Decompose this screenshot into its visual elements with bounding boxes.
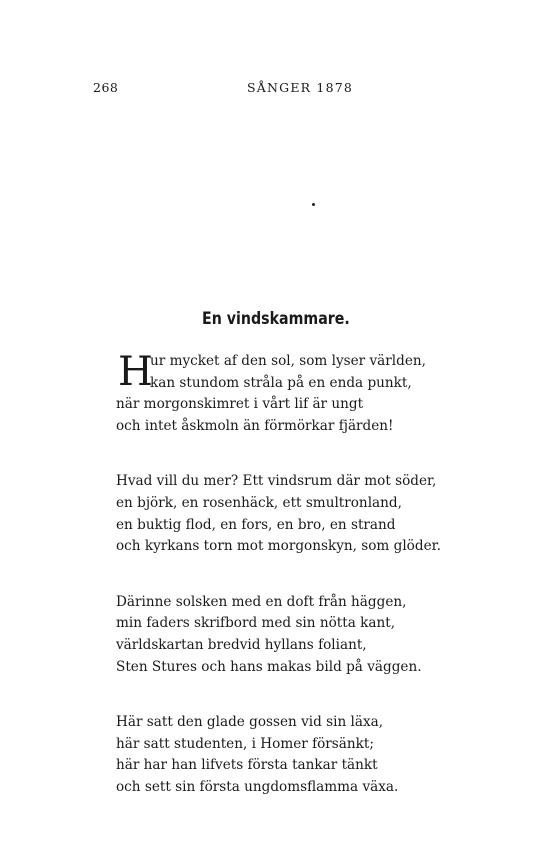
poem-line: här har han lifvets första tankar tänkt bbox=[116, 757, 378, 774]
drop-cap-block bbox=[116, 351, 441, 394]
poem-line: och intet åskmoln än förmörkar fjärden! bbox=[116, 417, 394, 434]
poem-line: här satt studenten, i Homer försänkt; bbox=[116, 735, 374, 752]
poem-line: en björk, en rosenhäck, ett smultronland, bbox=[116, 494, 402, 511]
stanza-1 bbox=[116, 351, 441, 437]
poem-line: kan stundom stråla på en enda punkt, bbox=[150, 374, 412, 391]
page-number: 268 bbox=[93, 80, 119, 95]
poem-line: ur mycket af den sol, som lyser världen, bbox=[150, 353, 426, 369]
poem-title: En vindskammare. bbox=[202, 309, 350, 328]
drop-cap: H bbox=[118, 349, 153, 395]
poem-line: Hvad vill du mer? Ett vindsrum där mot söder, bbox=[116, 473, 437, 490]
stanza-2 bbox=[116, 471, 441, 557]
poem-line: Därinne solsken med en doft från häggen, bbox=[116, 593, 407, 610]
ink-speck bbox=[312, 203, 315, 206]
stanza-3 bbox=[116, 592, 441, 678]
poem-line: och sett sin första ungdomsflamma växa. bbox=[116, 778, 399, 795]
poem-body bbox=[116, 351, 441, 833]
stanza-4 bbox=[116, 712, 441, 798]
poem-line: en buktig flod, en fors, en bro, en strand bbox=[116, 516, 396, 533]
poem-line: min faders skrifbord med sin nötta kant, bbox=[116, 615, 396, 632]
running-title: SÅNGER 1878 bbox=[247, 80, 354, 95]
poem-line: Här satt den glade gossen vid sin läxa, bbox=[116, 714, 384, 731]
poem-line: världskartan bredvid hyllans foliant, bbox=[116, 636, 367, 653]
poem-line: när morgonskimret i vårt lif är ungt bbox=[116, 396, 364, 413]
poem-line: och kyrkans torn mot morgonskyn, som glöder. bbox=[116, 538, 441, 555]
poem-line: Sten Stures och hans makas bild på väggen. bbox=[116, 658, 422, 675]
